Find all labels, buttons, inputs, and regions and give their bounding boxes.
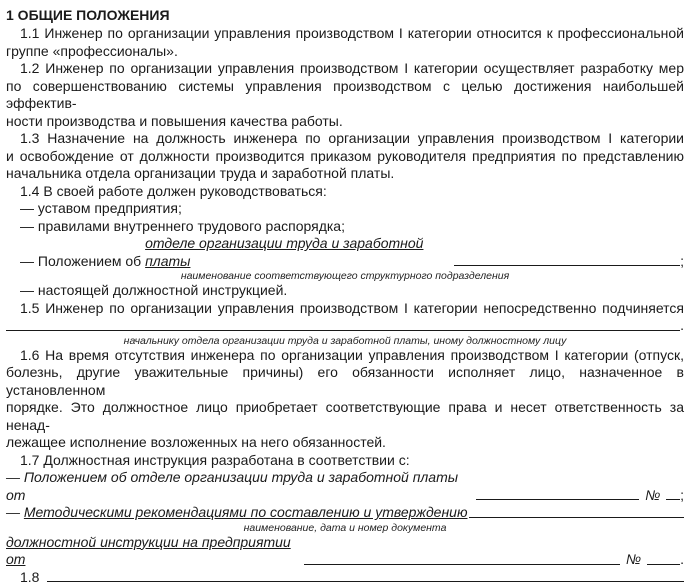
bullet-this-instruction: — настоящей должностной инструкцией. (6, 282, 684, 300)
subordination-end: . (680, 317, 684, 335)
paragraph-1-4: 1.4 В своей работе должен руководствоваться: (6, 183, 684, 201)
paragraph-1-8 (6, 569, 684, 586)
reference-department-regulation (6, 469, 684, 504)
paragraph-1-5: 1.5 Инженер по организации управления производством I категории непосредственно подчиняется (6, 300, 684, 318)
reference-methodological (6, 504, 684, 522)
paragraph-1-3-line-2: и освобождение от должности производится приказом руководителя предприятия по представлению (6, 148, 684, 166)
paragraph-1-1-line-2: группе «профессионалы». (6, 43, 684, 61)
reference-2-text: Методическими рекомендациями по составлению и утверждению (24, 504, 468, 522)
section-title: 1 ОБЩИЕ ПОЛОЖЕНИЯ (6, 6, 684, 25)
paragraph-1-6-line-4: лежащее исполнение возложенных на него обязанностей. (6, 434, 684, 452)
subordination-fill-line (6, 330, 680, 331)
department-name-fill-line (454, 265, 680, 266)
reference-1-number-line (666, 487, 680, 500)
paragraph-1-1-line-1: 1.1 Инженер по организации управления производством I категории относится к профессиональной (6, 25, 684, 43)
bullet-charter: — уставом предприятия; (6, 200, 684, 218)
reference-1-number-sign: № (645, 487, 660, 505)
reference-1-end: ; (680, 487, 684, 505)
paragraph-1-2-line-2: по совершенствованию системы управления производством с целью достижения наибольшей эффектив- (6, 78, 684, 113)
paragraph-1-7: 1.7 Должностная инструкция разработана в соответствии с: (6, 452, 684, 470)
paragraph-1-6-line-1: 1.6 На время отсутствия инженера по организации управления производством I категории (отпуск, (6, 347, 684, 365)
caption-supervisor: начальнику отдела организации труда и заработной платы, иному должностному лицу (6, 335, 684, 347)
paragraph-1-8-fill-line (47, 581, 684, 582)
caption-document-details: наименование, дата и номер документа (6, 522, 684, 534)
reference-3-end: . (680, 551, 684, 569)
reference-3-number-line (647, 552, 680, 565)
reference-3-text: должностной инструкции на предприятии от (6, 534, 304, 569)
paragraph-1-2-line-3: ности производства и повышения качества работы. (6, 113, 684, 131)
paragraph-1-3-line-1: 1.3 Назначение на должность инженера по организации управления производством I категории (6, 130, 684, 148)
caption-structural-unit: наименование соответствующего структурного подразделения (6, 270, 684, 282)
paragraph-1-3-line-3: начальника отдела организации труда и заработной платы. (6, 165, 684, 183)
paragraph-1-6-line-3: порядке. Это должностное лицо приобретает соответствующие права и несет ответственность за ненад- (6, 399, 684, 434)
reference-2-prefix: — (6, 504, 24, 522)
bullet-internal-rules: — правилами внутреннего трудового распорядка; (6, 218, 684, 236)
reference-job-instruction (6, 534, 684, 569)
paragraph-1-8-label: 1.8 (20, 569, 39, 586)
bullet-department-suffix: ; (680, 253, 684, 271)
reference-1-text: — Положением об отделе организации труда и заработной платы от (6, 469, 470, 504)
reference-3-number-sign: № (626, 551, 641, 569)
reference-1-date-line (476, 487, 640, 500)
reference-2-fill-line (469, 517, 684, 518)
paragraph-1-6-line-2: болезнь, другие уважительные причины) его обязанности исполняет лицо, назначенное в установленном (6, 364, 684, 399)
bullet-department-regulation (6, 235, 684, 270)
bullet-department-name: отделе организации труда и заработной платы (145, 235, 454, 270)
subordination-line (6, 317, 684, 335)
reference-3-date-line (304, 564, 620, 565)
paragraph-1-2-line-1: 1.2 Инженер по организации управления производством I категории осуществляет разработку мер (6, 60, 684, 78)
bullet-department-prefix: — Положением об (20, 253, 145, 271)
